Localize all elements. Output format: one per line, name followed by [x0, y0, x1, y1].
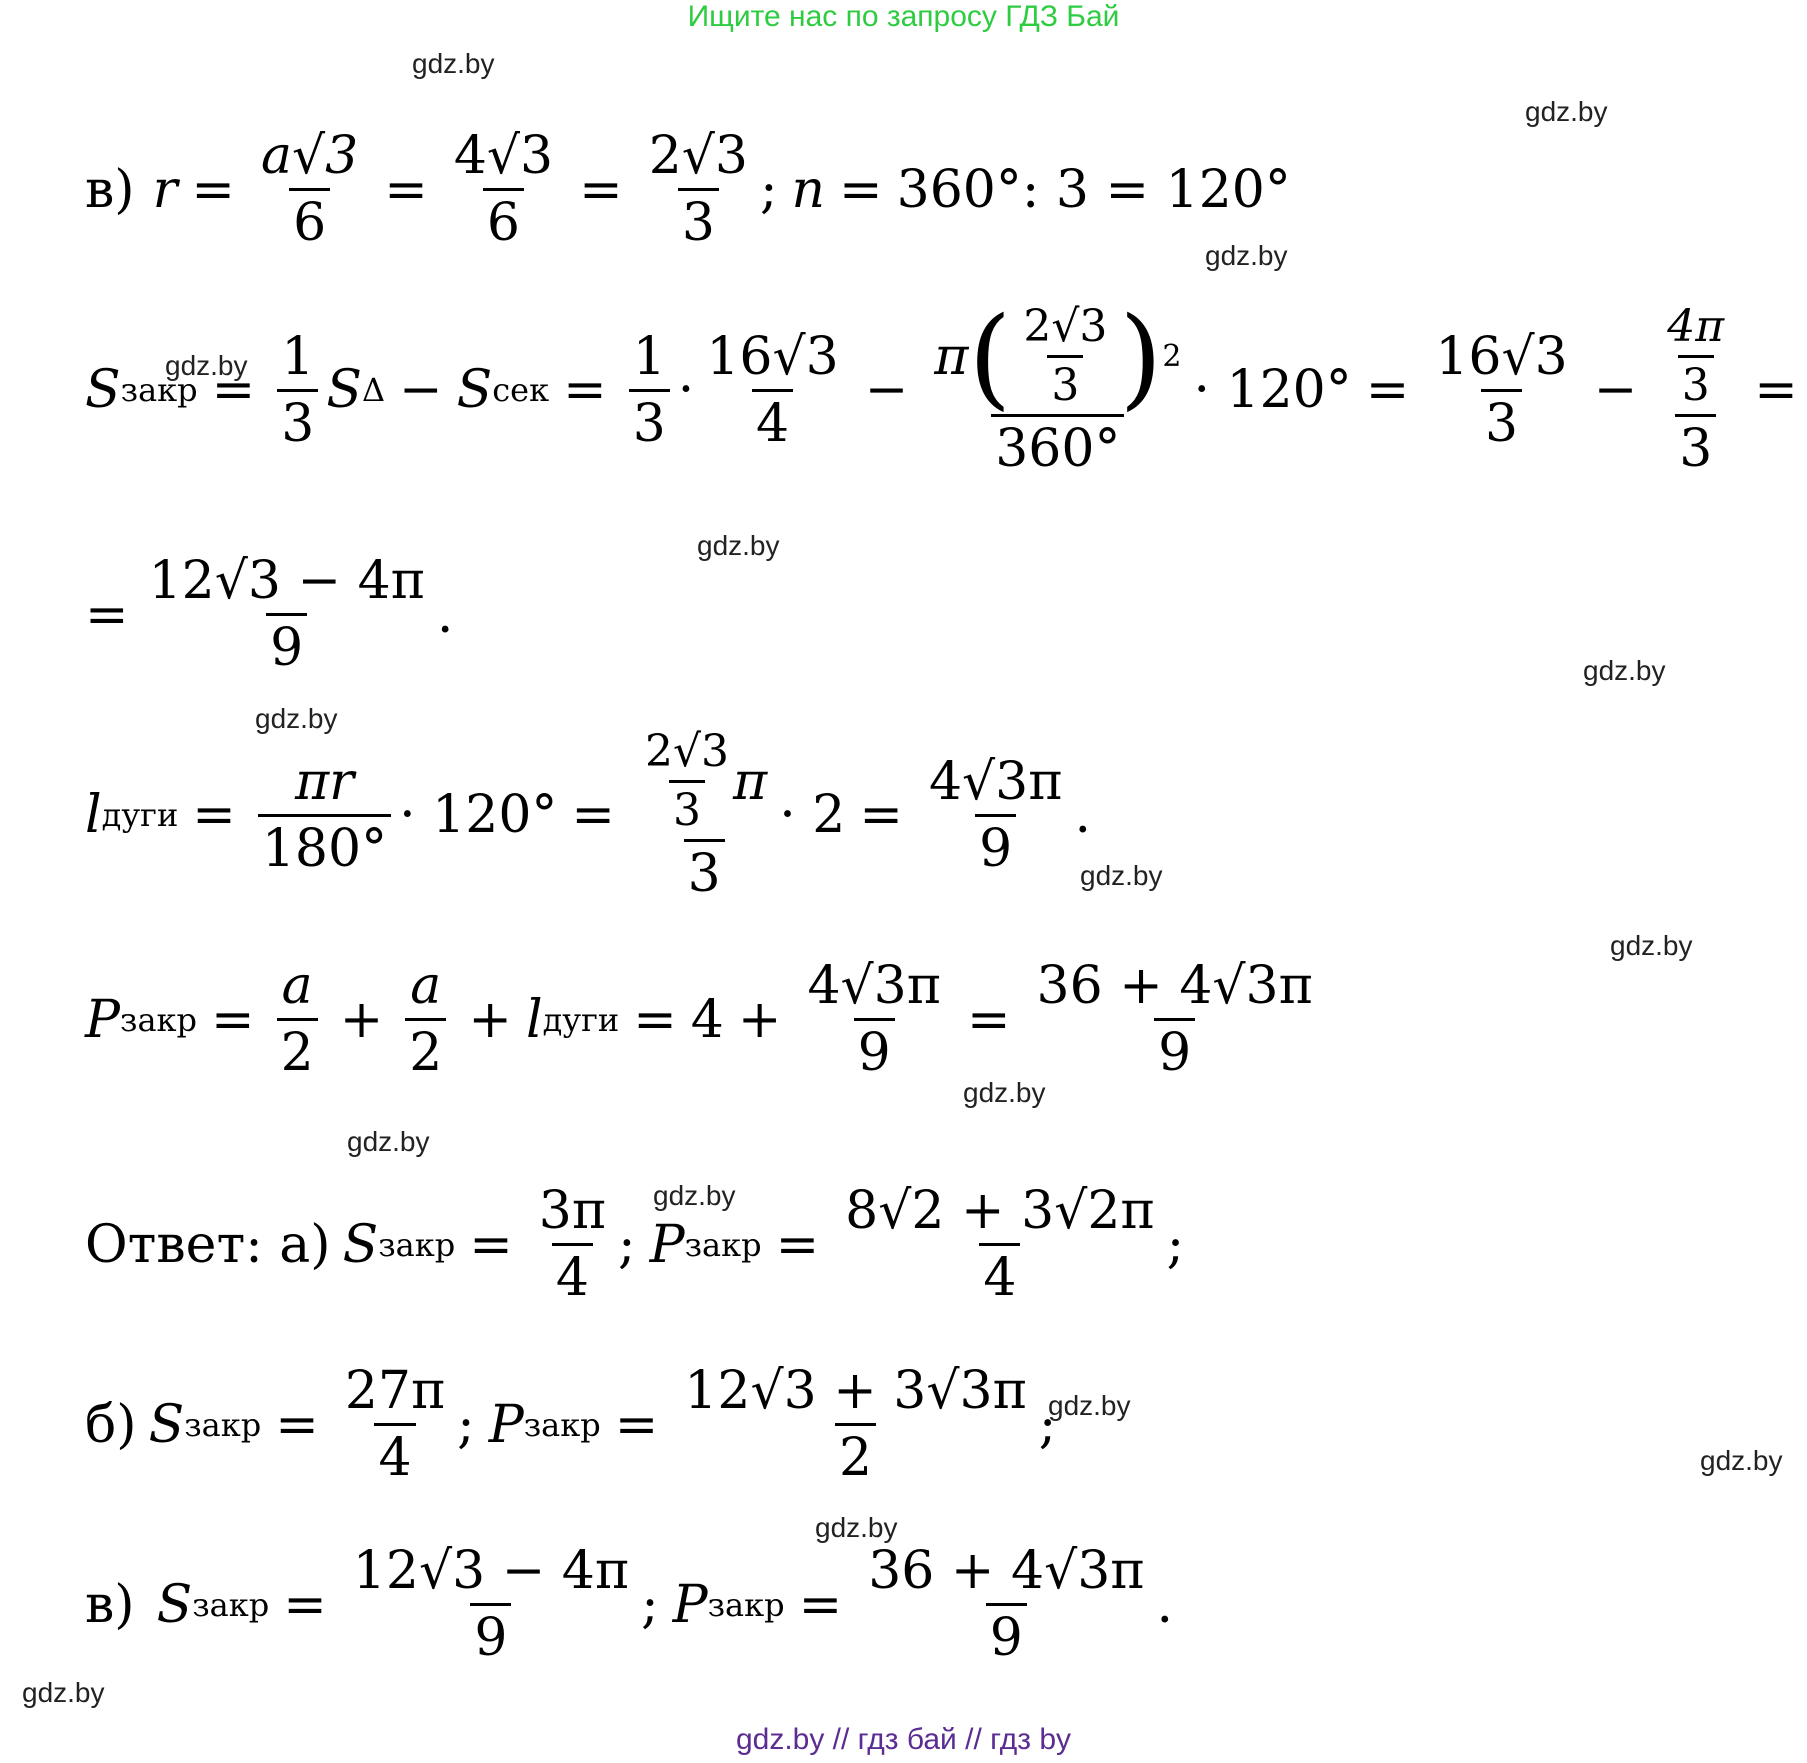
fraction: $\frac{a}{2}$: [277, 960, 318, 1079]
fraction: $\frac{\pi r}{180^\circ}$: [258, 756, 391, 875]
watermark: gdz.by: [963, 1077, 1046, 1108]
fraction: $\frac{12√3 - 4\pi}{9}$: [352, 1541, 630, 1668]
fraction: $\frac{12√3 - 4\pi}{9}$: [148, 551, 425, 678]
fraction: $\frac{4√3}{6}$: [453, 126, 554, 253]
fraction: $\frac{4√3\pi}{9}$: [807, 956, 941, 1083]
answer-b: б) S закр = $\frac{27\pi}{4}$ ; P закр = $\frac{12√3 + 3√3\pi}{2}$ ;: [85, 1361, 1057, 1488]
fraction: $\frac{1}{3}$: [629, 331, 670, 450]
fraction: $\frac{\frac{4\pi}{3}}{3}$: [1667, 301, 1725, 479]
watermark: gdz.by: [653, 1180, 736, 1211]
fraction: $\frac{2√3}{3}$: [648, 126, 749, 253]
equation-radius: в) r = $\frac{a√3}{6}$ = $\frac{4√3}{6}$ = $\frac{2√3}{3}$ ; n = 360°: 3 = 120°: [85, 126, 1291, 253]
fraction: $\frac{36 + 4√3\pi}{9}$: [868, 1541, 1145, 1668]
equation-area: S закр = $\frac{1}{3}$ S Δ − S сек = $\frac{1}{3}$ · $\frac{16√3}{4}$ − π ( $\frac{2√3}{3}$ ) 2 360° · 120° = $\frac{16√3}{3}$ − $\frac{\frac{4\pi}{3}}{3}$ =: [85, 292, 1798, 479]
equation-arc-length: l дуги = $\frac{\pi r}{180^\circ}$ · 120° = $\frac{2√3}{3}$ π 3 · 2 = $\frac{4√3\pi}{9}$ .: [85, 726, 1091, 904]
fraction: $\frac{16√3}{4}$: [706, 326, 839, 454]
watermark: gdz.by: [412, 48, 495, 79]
fraction: π ( $\frac{2√3}{3}$ ) 2 360°: [934, 292, 1182, 479]
fraction: $\frac{8√2 + 3√2\pi}{4}$: [845, 1181, 1155, 1308]
watermark: gdz.by: [1583, 655, 1666, 686]
fraction: $\frac{3\pi}{4}$: [538, 1181, 607, 1308]
promo-banner: Ищите нас по запросу ГДЗ Бай: [687, 0, 1120, 33]
var-n: n: [791, 159, 826, 220]
answer-a: Ответ: а) S закр = $\frac{3\pi}{4}$ ; P закр = $\frac{8√2 + 3√2\pi}{4}$ ;: [85, 1181, 1185, 1308]
watermark: gdz.by: [1080, 860, 1163, 891]
watermark: gdz.by: [1610, 930, 1693, 961]
fraction: $\frac{a√3}{6}$: [261, 126, 359, 253]
watermark: gdz.by: [165, 350, 248, 381]
fraction: $\frac{16√3}{3}$: [1435, 326, 1568, 454]
answer-v: в) S закр = $\frac{12√3 - 4\pi}{9}$ ; P закр = $\frac{36 + 4√3\pi}{9}$ .: [85, 1541, 1173, 1668]
fraction: $\frac{12√3 + 3√3\pi}{2}$: [684, 1361, 1027, 1488]
watermark: gdz.by: [1048, 1390, 1131, 1421]
fraction: $\frac{a}{2}$: [405, 960, 446, 1079]
equation-area-result: = $\frac{12√3 - 4\pi}{9}$ .: [85, 551, 454, 678]
fraction: $\frac{27\pi}{4}$: [344, 1361, 446, 1488]
fraction: $\frac{36 + 4√3\pi}{9}$: [1036, 956, 1313, 1083]
n-value: 360°: 3 = 120°: [896, 159, 1291, 220]
footer-links: gdz.by // гдз бай // гдз by: [735, 1723, 1072, 1756]
watermark: gdz.by: [1700, 1445, 1783, 1476]
watermark: gdz.by: [255, 703, 338, 734]
part-label: в): [85, 159, 135, 220]
fraction: $\frac{4√3\pi}{9}$: [928, 751, 1063, 879]
watermark: gdz.by: [697, 530, 780, 561]
watermark: gdz.by: [815, 1512, 898, 1543]
fraction: $\frac{1}{3}$: [277, 331, 318, 450]
fraction: $\frac{2√3}{3}$ π 3: [645, 726, 768, 904]
watermark: gdz.by: [347, 1126, 430, 1157]
var-r: r: [152, 159, 178, 220]
watermark: gdz.by: [22, 1677, 105, 1708]
equation-perimeter: P закр = $\frac{a}{2}$ + $\frac{a}{2}$ + l дуги = 4 + $\frac{4√3\pi}{9}$ = $\frac{36 + 4√3\pi}{9}$: [85, 960, 1325, 1079]
watermark: gdz.by: [1205, 240, 1288, 271]
watermark: gdz.by: [1525, 96, 1608, 127]
